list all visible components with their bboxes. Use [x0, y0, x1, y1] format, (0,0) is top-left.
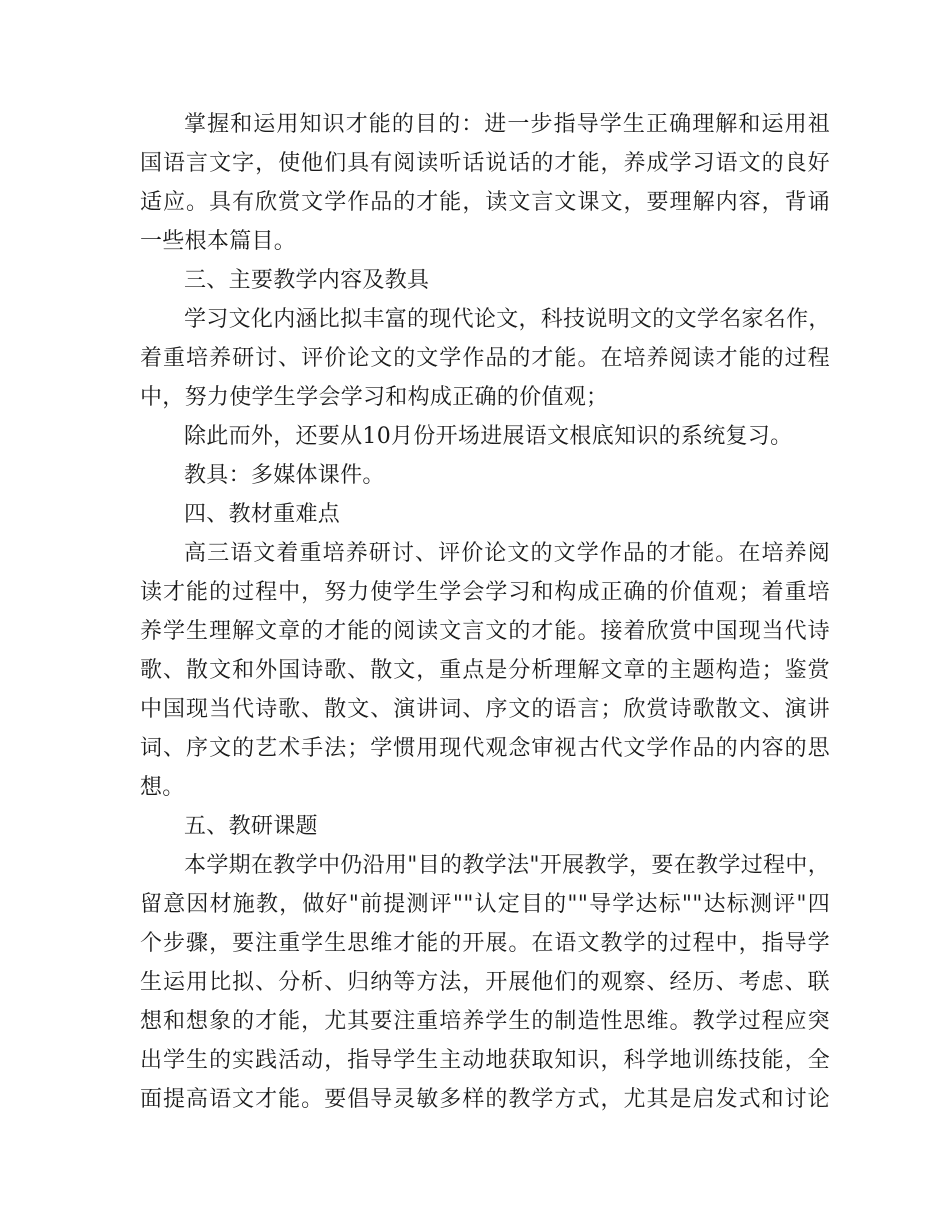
text-line: 一些根本篇目。	[140, 229, 297, 254]
text-line: 国语言文字，使他们具有阅读听话说话的才能，养成学习语文的良好	[140, 151, 830, 176]
text-line: 想和想象的才能，尤其要注重培养学生的制造性思维。教学过程应突	[140, 1009, 830, 1034]
text-line: 出学生的实践活动，指导学生主动地获取知识，科学地训练技能，全	[140, 1048, 830, 1073]
text-line: 养学生理解文章的才能的阅读文言文的才能。接着欣赏中国现当代诗	[140, 619, 830, 644]
text-line: 读才能的过程中，努力使学生学会学习和构成正确的价值观；着重培	[140, 580, 830, 605]
text-line: 中国现当代诗歌、散文、演讲词、序文的语言；欣赏诗歌散文、演讲	[140, 697, 830, 722]
text-line: 生运用比拟、分析、归纳等方法，开展他们的观察、经历、考虑、联	[140, 970, 830, 995]
text-line: 本学期在教学中仍沿用"目的教学法"开展教学，要在教学过程中，	[184, 853, 830, 878]
text-line: 中，努力使学生学会学习和构成正确的价值观；	[140, 385, 609, 410]
text-line: 除此而外，还要从10月份开场进展语文根底知识的系统复习。	[184, 424, 793, 449]
document-body	[140, 105, 830, 1119]
text-line: 四、教材重难点	[184, 502, 341, 527]
text-line: 想。	[140, 775, 185, 800]
text-line: 教具：多媒体课件。	[184, 463, 385, 488]
text-line: 适应。具有欣赏文学作品的才能，读文言文课文，要理解内容，背诵	[140, 190, 830, 215]
text-line: 着重培养研讨、评价论文的文学作品的才能。在培养阅读才能的过程	[140, 346, 830, 371]
text-line: 五、教研课题	[184, 814, 318, 839]
text-line: 掌握和运用知识才能的目的：进一步指导学生正确理解和运用祖	[184, 112, 830, 137]
text-line: 三、主要教学内容及教具	[184, 268, 430, 293]
text-line: 面提高语文才能。要倡导灵敏多样的教学方式，尤其是启发式和讨论	[140, 1087, 830, 1112]
text-line: 高三语文着重培养研讨、评价论文的文学作品的才能。在培养阅	[184, 541, 830, 566]
text-line: 歌、散文和外国诗歌、散文，重点是分析理解文章的主题构造；鉴赏	[140, 658, 830, 683]
text-line: 学习文化内涵比拟丰富的现代论文，科技说明文的文学名家名作，	[184, 307, 831, 332]
text-line: 词、序文的艺术手法；学惯用现代观念审视古代文学作品的内容的思	[140, 736, 830, 761]
text-line: 留意因材施教，做好"前提测评""认定目的""导学达标""达标测评"四	[140, 892, 830, 917]
text-line: 个步骤，要注重学生思维才能的开展。在语文教学的过程中，指导学	[140, 931, 830, 956]
